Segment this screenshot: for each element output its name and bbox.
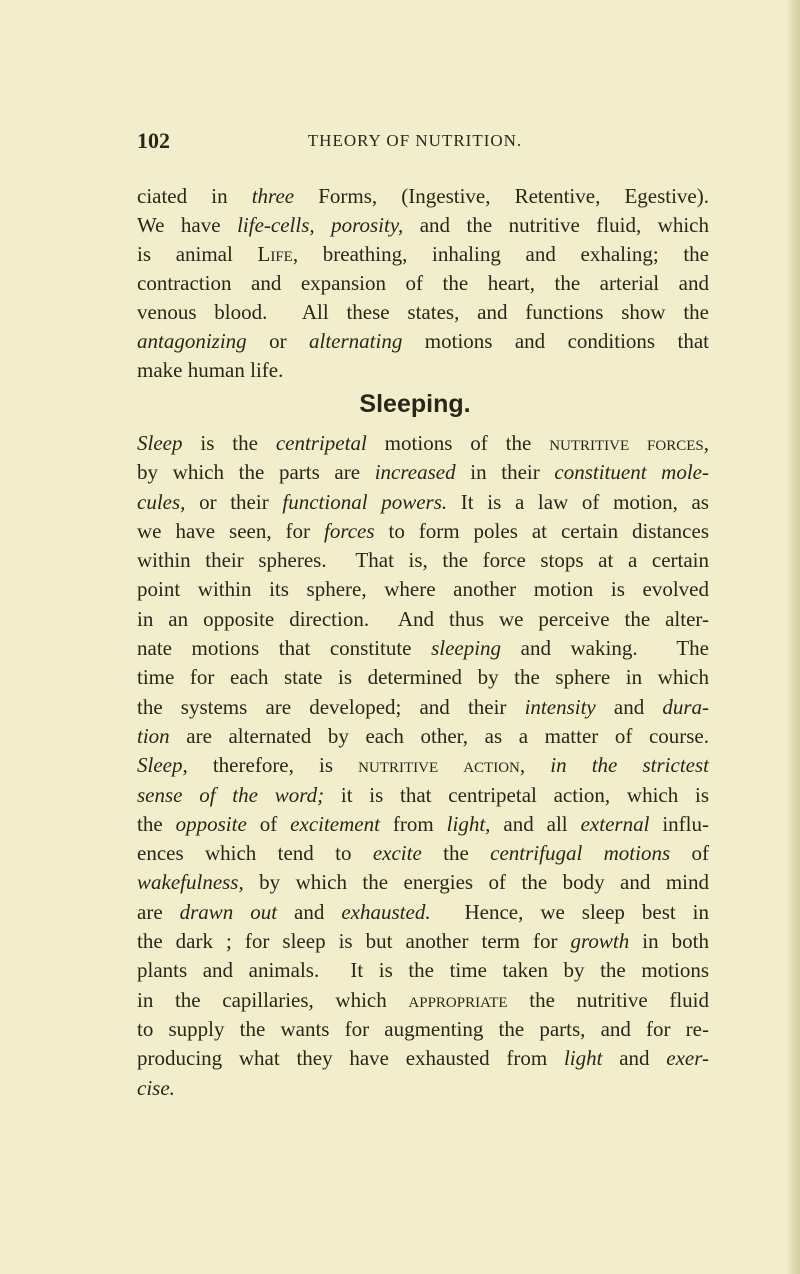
text-run: and the nutritive fluid, which [403,213,709,237]
text-line [137,693,709,722]
italic-text: drawn out [179,899,278,924]
text-line [137,605,709,634]
text-run: time for each state is determined by the sphere in which [137,665,709,690]
italic-text: sleeping [431,636,502,661]
italic-text: excitement [290,811,380,836]
text-line [137,240,709,269]
small-caps-text: Life [257,242,293,266]
text-run: make human life. [137,358,284,382]
italic-text: growth [570,929,630,954]
text-line [137,298,709,327]
text-run: producing what they have exhausted from [137,1046,564,1071]
text-run: by which the parts are [137,460,375,485]
text-run: or [246,329,310,353]
text-line [137,269,709,298]
text-run: point within its sphere, where another motion is evolved [137,577,709,602]
italic-text: centrifugal motions [490,841,671,866]
text-line [137,751,709,780]
italic-text: excite [372,841,422,866]
text-run: within their spheres. That is, the force stops at a certain [137,548,709,573]
small-caps-text: appropriate [408,987,508,1012]
text-run: influ- [649,811,710,836]
text-run: ences which tend to [137,841,373,866]
text-line [137,211,709,240]
italic-text: forces [324,518,375,543]
italic-text: exhausted. [341,899,431,924]
text-run: the dark ; for sleep is but another term for [137,929,571,954]
text-line [137,429,709,458]
text-run: we have seen, for [137,518,324,543]
text-run: in both [629,929,709,954]
text-run: it is that centripetal action, which is [324,782,709,807]
text-run: , [703,431,709,455]
text-line [137,182,709,211]
italic-text: in the strictest [550,753,709,778]
text-run: from [379,811,447,836]
italic-text: external [580,811,650,836]
italic-text: constituent mole- [554,460,709,485]
italic-text: intensity [524,694,596,719]
text-line [137,327,709,356]
text-run: motions and conditions that [402,329,709,353]
italic-text: cise. [137,1075,175,1100]
paragraph-sleeping [137,429,709,1103]
text-run: is the [182,431,276,455]
text-line [137,575,709,604]
text-run: in their [455,460,555,485]
text-run: the nutritive fluid [507,987,709,1012]
text-run: is animal [137,242,258,266]
text-run: motions of the [366,431,550,455]
text-run: plants and animals. It is the time taken by the motions [137,958,709,983]
italic-text: opposite [175,811,247,836]
italic-text: exer- [666,1046,709,1071]
text-line [137,458,709,487]
text-run: , breathing, inhaling and exhaling; the [292,242,709,266]
text-run: or their [185,489,283,514]
italic-text: functional powers. [282,489,448,514]
page-edge-shadow [786,0,800,1274]
running-title: THEORY OF NUTRITION. [307,131,523,150]
text-run: and [595,694,663,719]
text-run: Hence, we sleep best in [430,899,710,924]
text-line [137,839,709,868]
italic-text: tion [137,723,170,748]
text-line [137,546,709,575]
text-run: the systems are developed; and their [137,694,525,719]
text-run: in an opposite direction. And thus we perceive the alter- [137,606,709,631]
text-run: the [137,811,176,836]
text-line [137,986,709,1015]
text-run: of [670,841,709,866]
italic-text: wakefulness, [137,870,244,895]
small-caps-text: nutritive action, [358,753,526,778]
text-run: to form poles at certain distances [374,518,709,543]
text-line [137,663,709,692]
text-run: Forms, (Ingestive, Retentive, Egestive). [294,184,709,208]
text-line [137,956,709,985]
text-line [137,927,709,956]
text-run: to supply the wants for augmenting the parts, and for re- [137,1016,709,1041]
text-run: by which the energies of the body and mind [243,870,709,895]
text-run: and [602,1046,667,1071]
text-run: of [246,811,291,836]
text-line [137,517,709,546]
text-line [137,634,709,663]
page-number: 102 [137,128,170,153]
text-line [137,356,709,385]
italic-text: Sleep, [137,753,188,778]
text-line [137,722,709,751]
section-heading: Sleeping. [359,390,471,418]
italic-text: antagonizing [137,329,247,353]
italic-text: centripetal [275,431,367,455]
text-run: and all [490,811,581,836]
text-run: and waking. The [501,636,709,661]
text-line [137,810,709,839]
text-line [137,898,709,927]
text-line [137,1044,709,1073]
italic-text: cules, [137,489,186,514]
text-run: therefore, is [187,753,359,778]
text-run [525,753,550,777]
text-run: the [421,841,491,866]
italic-text: sense of the word; [137,782,325,807]
text-run: It is a law of motion, as [447,489,709,514]
text-run: and [277,899,342,924]
small-caps-text: nutritive forces [549,431,704,455]
italic-text: increased [374,460,456,485]
text-run: contraction and expansion of the heart, the arterial and [137,271,709,295]
italic-text: alternating [309,329,403,353]
text-line [137,781,709,810]
text-run: in the capillaries, which [137,987,409,1012]
text-line [137,1074,709,1103]
text-run: nate motions that constitute [137,636,432,661]
italic-text: life-cells, porosity, [237,213,404,237]
italic-text: three [251,184,295,208]
italic-text: light [563,1046,603,1071]
text-line [137,868,709,897]
text-line [137,488,709,517]
italic-text: dura- [662,694,710,719]
text-run: ciated in [137,184,252,208]
text-run: are alternated by each other, as a matter of course. [169,723,709,748]
italic-text: light, [446,811,491,836]
text-line [137,1015,709,1044]
paragraph-continuation [137,182,709,385]
text-run: We have [137,213,238,237]
text-run: are [137,899,180,924]
text-run: venous blood. All these states, and functions show the [137,300,709,324]
italic-text: Sleep [137,431,183,455]
